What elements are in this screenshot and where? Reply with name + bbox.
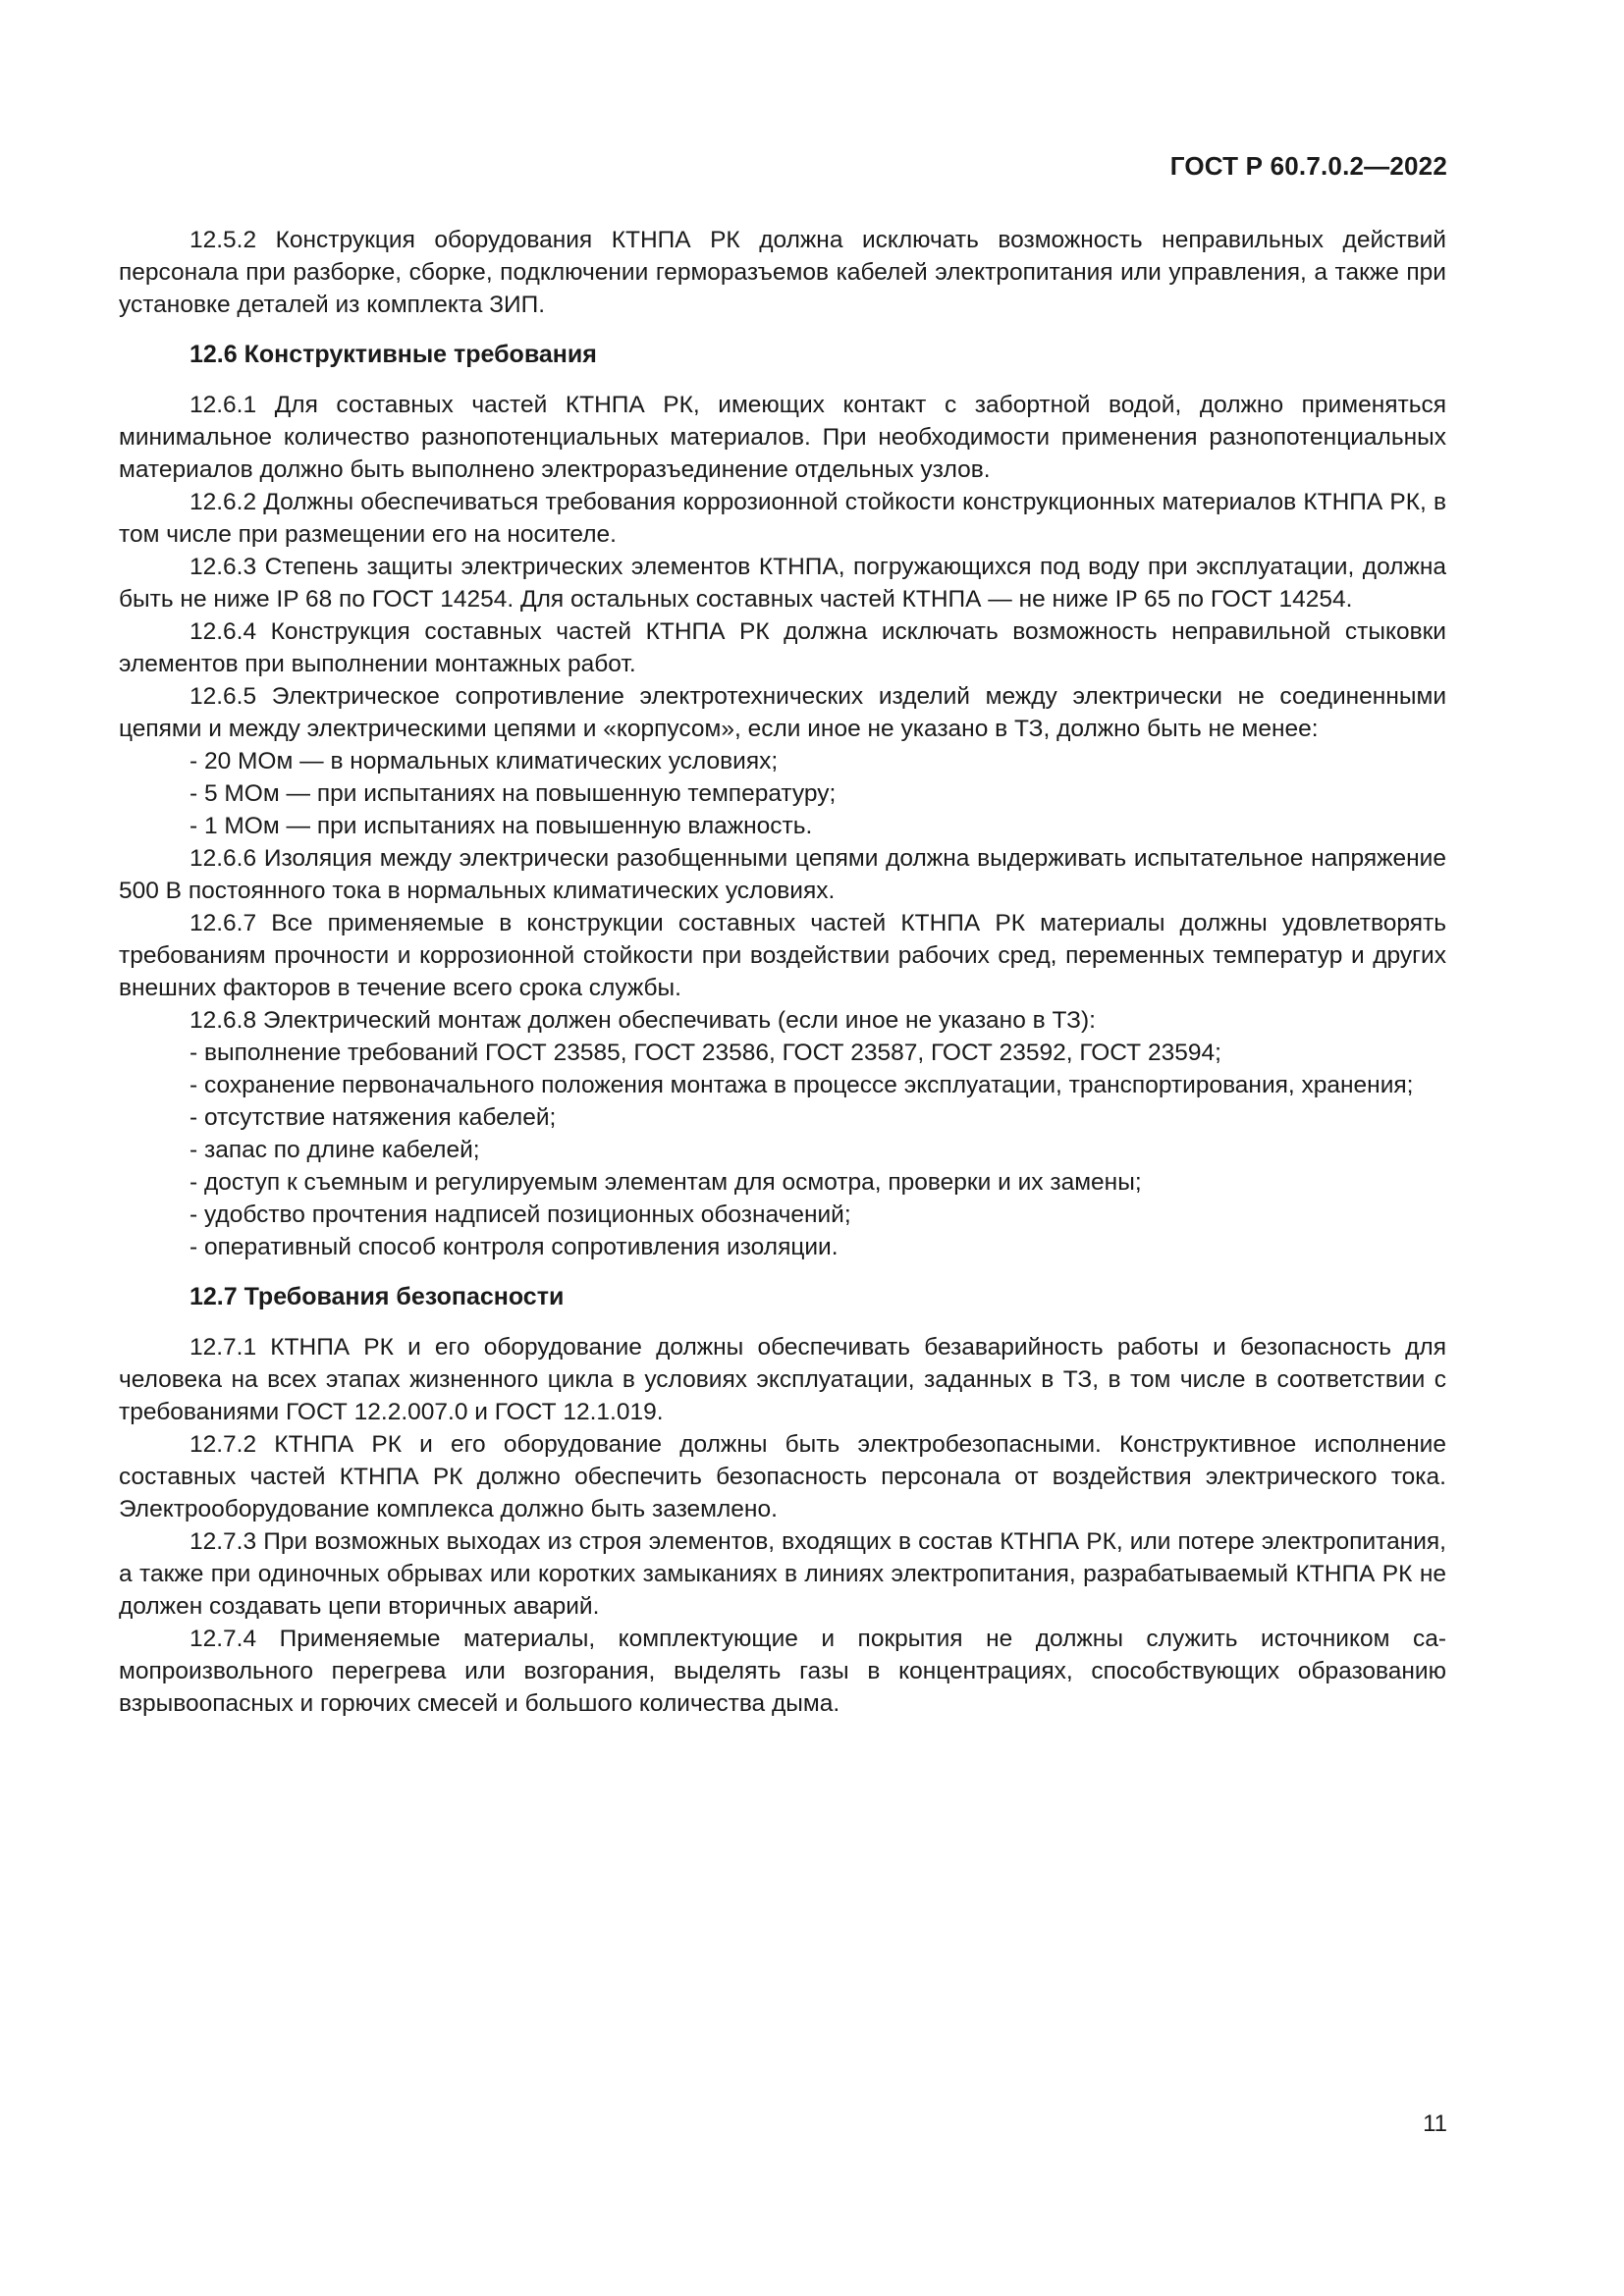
paragraph-12-7-2: 12.7.2 КТНПА РК и его оборудование должны быть электробезопасными. Конструктивное исполнение составных частей КТНПА РК должно обеспечить безопасность персонала от воздействия электрического тока. Электрооборудование комплекса должно быть заземлено. (119, 1431, 1446, 1522)
paragraph-12-7-3: 12.7.3 При возможных выходах из строя элементов, входящих в состав КТНПА РК, или потере электропитания, а также при одиночных обрывах или коротких замыканиях в линиях электропитания, разрабатываемый КТНПА РК не должен создавать цепи вторичных аварий. (119, 1528, 1446, 1620)
paragraph-12-5-2: 12.5.2 Конструкция оборудования КТНПА РК должна исключать возможность неправильных действий персонала при разборке, сборке, подключении герморазъемов кабелей электропитания или управления, а также при установке деталей из комплекта ЗИП. (119, 227, 1446, 318)
paragraph-12-6-8: 12.6.8 Электрический монтаж должен обеспечивать (если иное не указано в ТЗ): (189, 1007, 1096, 1034)
paragraph-12-6-1: 12.6.1 Для составных частей КТНПА РК, имеющих контакт с забортной водой, должно применяться минимальное количество разнопотенциальных материалов. При необходимости применения разнопотенциальных материалов должно быть выполнено электроразъединение отдельных узлов. (119, 392, 1446, 483)
section-heading-12-6: 12.6 Конструктивные требования (189, 341, 597, 368)
list-item: - сохранение первоначального положения монтажа в процессе эксплуатации, транспортирования, хранения; (189, 1072, 1414, 1098)
paragraph-12-6-2: 12.6.2 Должны обеспечиваться требования коррозионной стойкости конструкционных материалов КТНПА РК, в том числе при размещении его на носителе. (119, 489, 1446, 548)
document-body (119, 224, 1446, 1720)
paragraph-12-6-6: 12.6.6 Изоляция между электрически разобщенными цепями должна выдерживать испытательное напряжение 500 В постоянного тока в нормальных климатических условиях. (119, 845, 1446, 904)
document-code-header: ГОСТ Р 60.7.0.2—2022 (1169, 151, 1447, 181)
list-item: - выполнение требований ГОСТ 23585, ГОСТ 23586, ГОСТ 23587, ГОСТ 23592, ГОСТ 23594; (189, 1040, 1221, 1066)
paragraph-12-7-1: 12.7.1 КТНПА РК и его оборудование должны обеспечивать безаварийность работы и безопасность для человека на всех этапах жизненного цикла в условиях эксплуатации, заданных в ТЗ, в том числе в соответствии с требованиями ГОСТ 12.2.007.0 и ГОСТ 12.1.019. (119, 1334, 1446, 1425)
list-item: - 1 МОм — при испытаниях на повышенную влажность. (189, 813, 813, 839)
list-item: - удобство прочтения надписей позиционных обозначений; (189, 1201, 851, 1228)
list-item: - оперативный способ контроля сопротивления изоляции. (189, 1234, 839, 1260)
list-item: - запас по длине кабелей; (189, 1137, 480, 1163)
paragraph-12-6-4: 12.6.4 Конструкция составных частей КТНПА РК должна исключать возможность неправильной стыковки элементов при выполнении монтажных работ. (119, 618, 1446, 677)
list-item: - 5 МОм — при испытаниях на повышенную температуру; (189, 780, 837, 807)
page-number: 11 (1423, 2110, 1447, 2137)
paragraph-12-6-3: 12.6.3 Степень защиты электрических элементов КТНПА, погружающихся под воду при эксплуатации, должна быть не ниже IP 68 по ГОСТ 14254. Для остальных составных частей КТНПА — не ниже IP 65 по ГОСТ 14254. (119, 554, 1446, 613)
paragraph-12-7-4: 12.7.4 Применяемые материалы, комплектующие и покрытия не должны служить источником самопроизвольного перегрева или возгорания, выделять газы в концентрациях, способствующих образованию взрывоопасных и горючих смесей и большого количества дыма. (119, 1626, 1446, 1717)
paragraph-12-6-5: 12.6.5 Электрическое сопротивление электротехнических изделий между электрически не соединенными цепями и между электрическими цепями и «корпусом», если иное не указано в ТЗ, должно быть не менее: (119, 683, 1446, 742)
section-heading-12-7: 12.7 Требования безопасности (189, 1283, 565, 1310)
list-item: - 20 МОм — в нормальных климатических условиях; (189, 748, 779, 774)
list-item: - доступ к съемным и регулируемым элементам для осмотра, проверки и их замены; (189, 1169, 1142, 1196)
list-item: - отсутствие натяжения кабелей; (189, 1104, 557, 1131)
paragraph-12-6-7: 12.6.7 Все применяемые в конструкции составных частей КТНПА РК материалы должны удовлетворять требованиям прочности и коррозионной стойкости при воздействии рабочих сред, переменных температур и других внешних факторов в течение всего срока службы. (119, 910, 1446, 1001)
